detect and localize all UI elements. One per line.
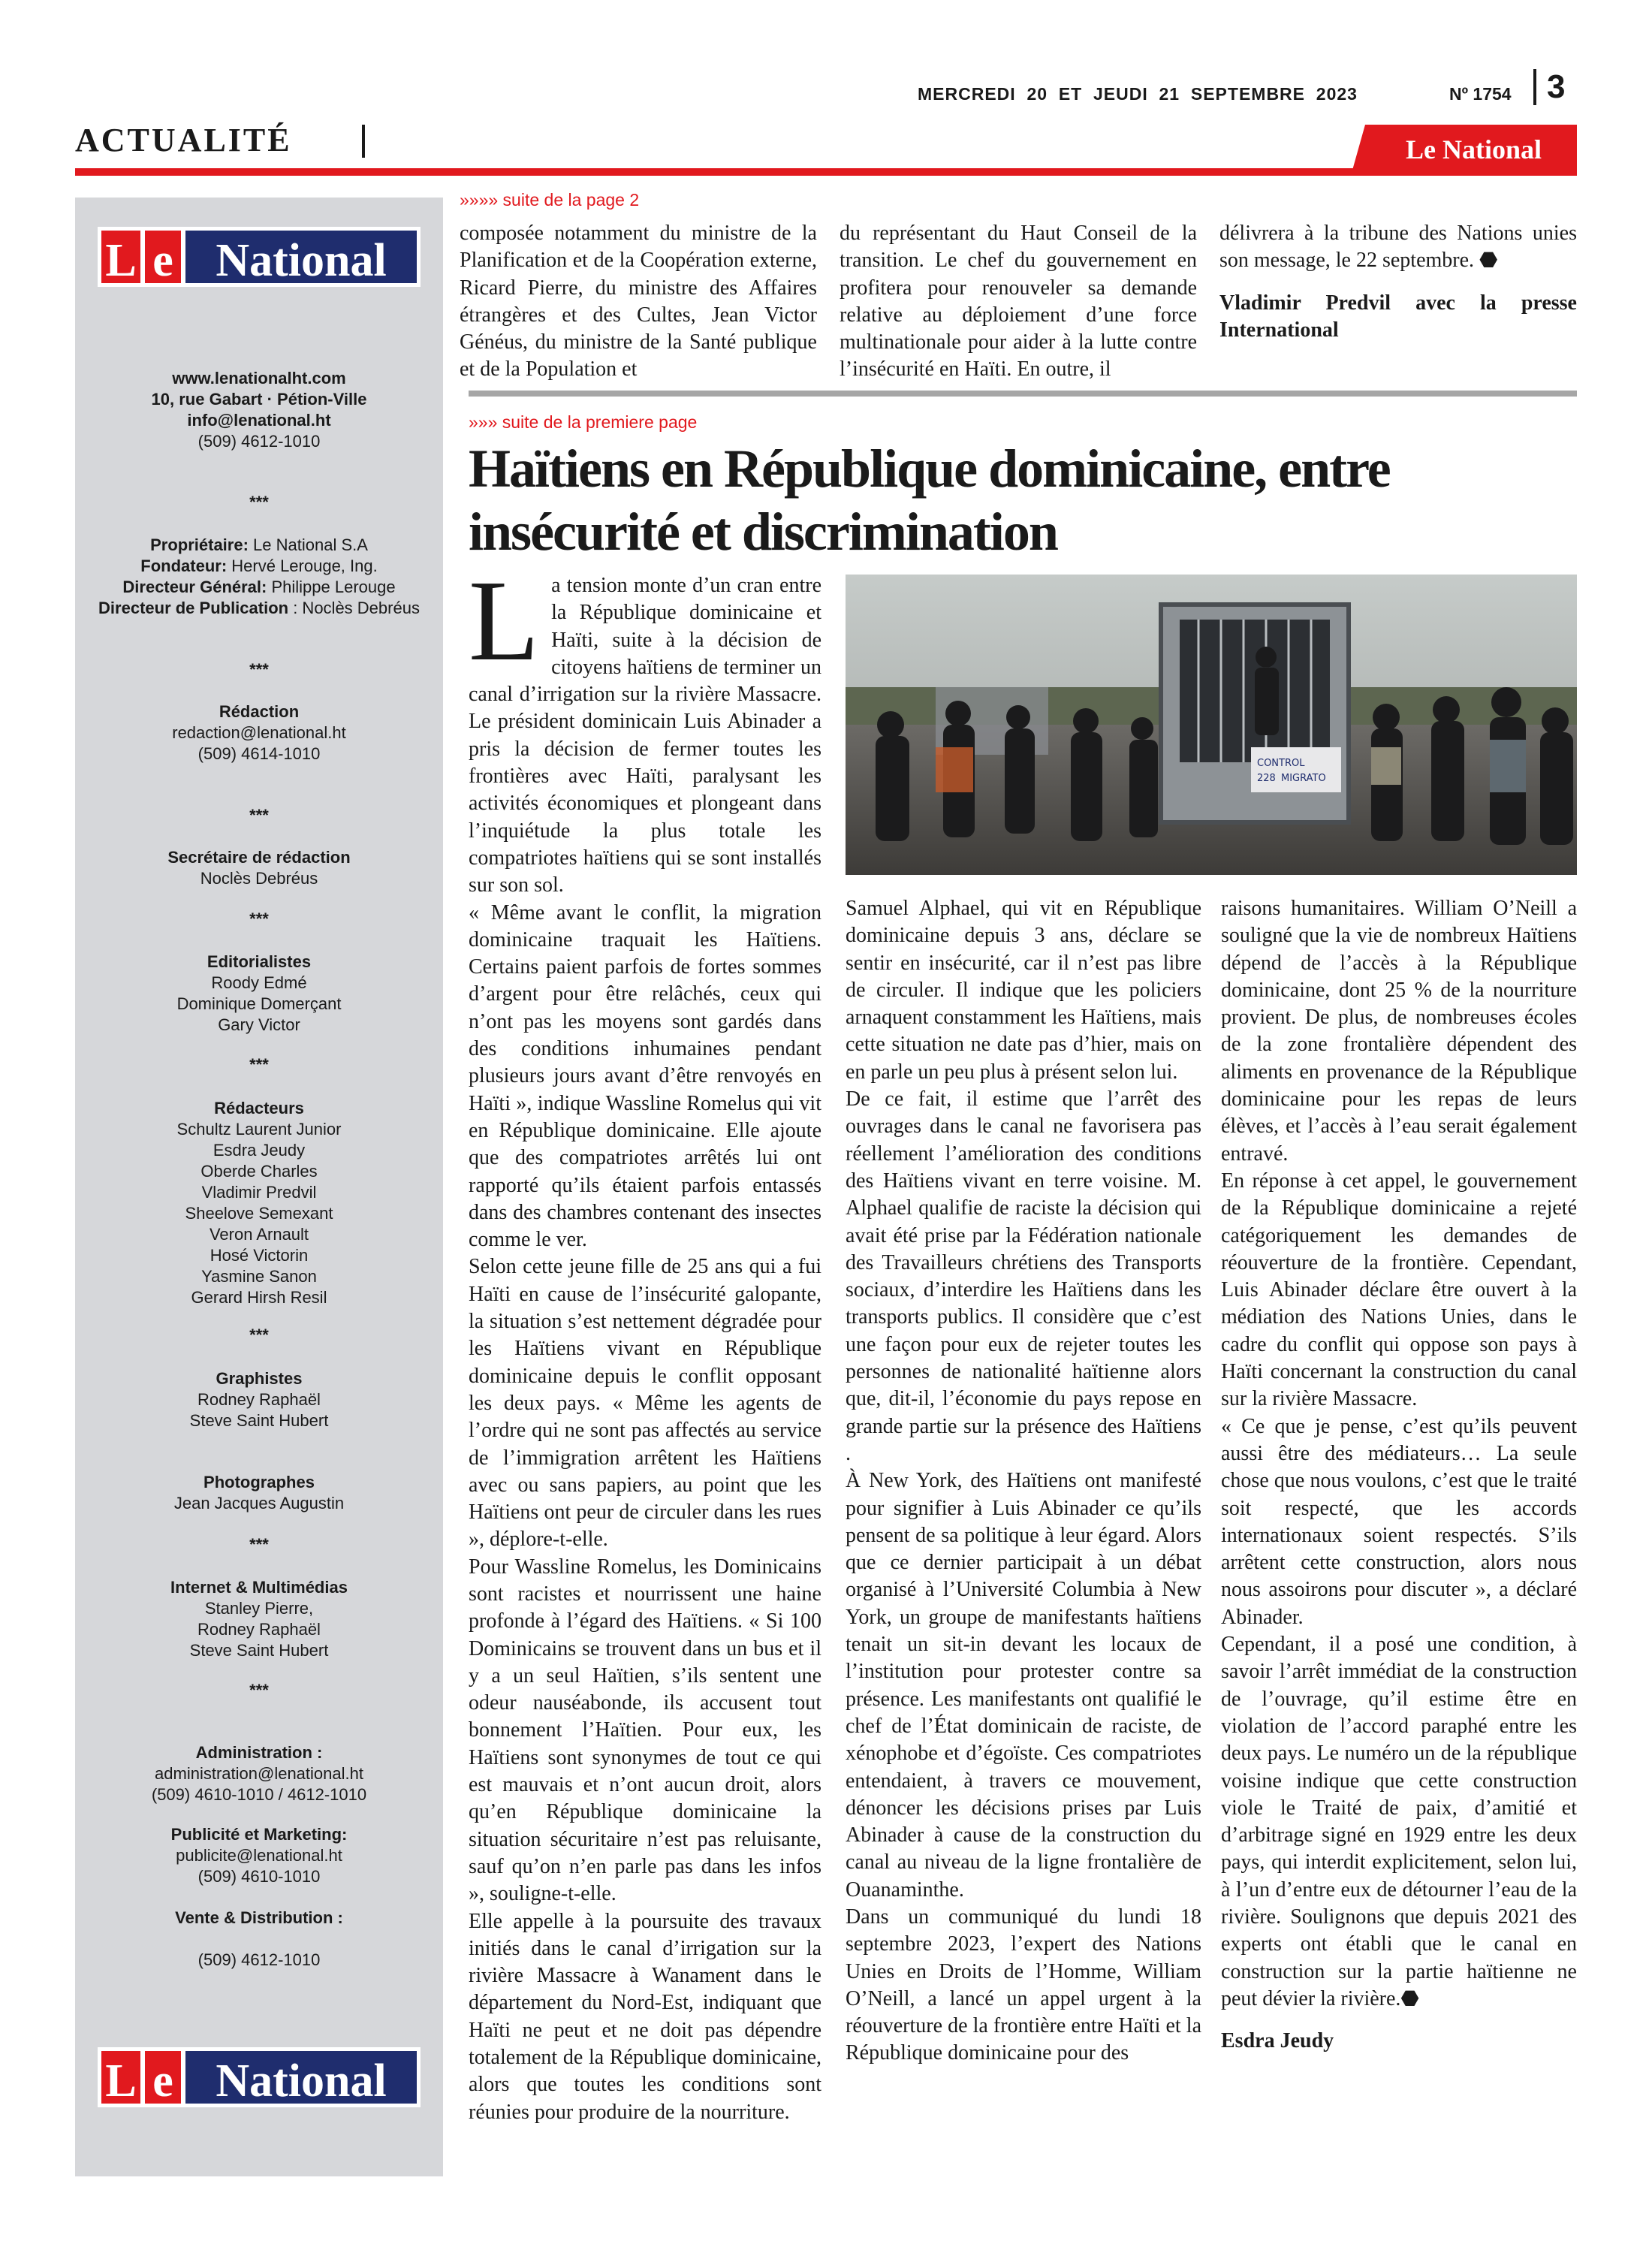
separator-stars: *** xyxy=(249,909,269,928)
dg-value: Philippe Lerouge xyxy=(267,578,396,596)
address: 10, rue Gabart · Pétion-Ville xyxy=(151,390,367,409)
logo-word-national: National xyxy=(185,231,417,283)
masthead-staff xyxy=(75,535,443,619)
redacteur-name: Sheelove Semexant xyxy=(185,1204,333,1223)
continuation-col-3-text: délivrera à la tribune des Nations unies son message, le 22 septembre. ⬣ xyxy=(1219,222,1577,273)
article-paragraph: Samuel Alphael, qui vit en République dominicaine depuis 3 ans, déclare se sentir en insécurité, car il n’est pas libre de circuler. Il indique que les policiers arnaquent constamment les Haïtiens, mais cette situation ne date pas d’hier, mais on en parle un peu plus à présent selon lui. xyxy=(846,897,1201,1084)
separator-stars: *** xyxy=(249,493,269,511)
article-col-1 xyxy=(469,557,821,2126)
publicite-email[interactable]: publicite@lenational.ht xyxy=(176,1846,342,1865)
proprietaire-value: Le National S.A xyxy=(248,535,368,554)
redacteur-name: Gerard Hirsh Resil xyxy=(191,1288,327,1307)
fondateur-label: Fondateur: xyxy=(140,556,228,575)
internet-name: Rodney Raphaël xyxy=(197,1620,321,1639)
administration-phone: (509) 4610-1010 / 4612-1010 xyxy=(151,1785,367,1804)
truck-label-2: MIGRATO xyxy=(1281,773,1326,784)
internet-name: Steve Saint Hubert xyxy=(189,1641,329,1660)
publicite-phone: (509) 4610-1010 xyxy=(197,1867,321,1886)
email-link[interactable]: info@lenational.ht xyxy=(187,411,331,430)
vente-phone: (509) 4612-1010 xyxy=(197,1950,321,1969)
photographes-block xyxy=(75,1472,443,1514)
redaction-phone: (509) 4614-1010 xyxy=(197,744,321,763)
separator-stars: *** xyxy=(249,1535,269,1554)
logo-letter-l: L xyxy=(101,231,140,283)
proprietaire-label: Propriétaire: xyxy=(150,535,249,554)
logo-word-national: National xyxy=(185,2051,417,2104)
redacteur-name: Hosé Victorin xyxy=(210,1246,309,1265)
top-red-rule xyxy=(75,168,1577,176)
fondateur-value: Hervé Lerouge, Ing. xyxy=(227,556,378,575)
internet-title: Internet & Multimédias xyxy=(170,1578,348,1597)
logo-letter-e: e xyxy=(145,2051,181,2104)
graphistes-block xyxy=(75,1368,443,1431)
separator-stars: *** xyxy=(249,1681,269,1700)
phone: (509) 4612-1010 xyxy=(197,432,321,451)
redacteur-name: Schultz Laurent Junior xyxy=(176,1120,342,1139)
secretaire-block xyxy=(75,847,443,889)
drop-cap: L xyxy=(469,557,540,685)
dp-label: Directeur de Publication xyxy=(98,599,289,617)
editorialistes-title: Editorialistes xyxy=(206,952,312,971)
continuation-col-2: du représentant du Haut Conseil de la transition. Le chef du gouvernement en profitera pour renouveler sa demande relative au déploiement d’une force multinationale pour aider à la lutte contre l’insécurité en Haïti. En outre, il xyxy=(840,222,1197,382)
internet-name: Stanley Pierre, xyxy=(204,1599,314,1618)
redaction-email[interactable]: redaction@lenational.ht xyxy=(172,723,346,742)
separator-stars: *** xyxy=(249,1326,269,1344)
article-headline: Haïtiens en République dominicaine, entre insécurité et discrimination xyxy=(469,439,1390,562)
article-byline: Esdra Jeudy xyxy=(1221,2029,1334,2053)
masthead-contact xyxy=(75,368,443,452)
redacteur-name: Oberde Charles xyxy=(200,1162,318,1181)
redacteurs-block xyxy=(75,1098,443,1308)
vente-title: Vente & Distribution : xyxy=(175,1908,343,1927)
article-photo xyxy=(846,575,1577,875)
secretaire-title: Secrétaire de rédaction xyxy=(167,848,351,867)
vente-block xyxy=(75,1908,443,1929)
dp-value: : Noclès Debréus xyxy=(288,599,420,617)
logo-letter-l: L xyxy=(101,2051,140,2104)
photographe-name: Jean Jacques Augustin xyxy=(173,1494,345,1513)
publicite-block xyxy=(75,1824,443,1887)
continuation-kicker: »»»» suite de la page 2 xyxy=(460,190,640,210)
masthead-logo-top xyxy=(98,227,421,287)
article-paragraph: « Ce que je pense, c’est qu’ils peuvent aussi être des médiateurs… La seule chose que nous voulons, c’est que le traité soit respecté, que les accords internationaux soient respectés. S’ils arrêtent cette construction, alors nous nous assoirons pour discuter », a déclaré Abinader. xyxy=(1221,1414,1577,1629)
article-paragraph: raisons humanitaires. William O’Neill a souligné que la vie de nombreux Haïtiens dépend de l’accès à la République dominicaine, dont 25 % de la nourriture provient. De plus, de nombreuses écoles de la zone frontalière dépendent des aliments en provenance de la République dominicaine pour les repas de leurs élèves, et l’accès à l’eau serait également entravé. xyxy=(1221,897,1577,1166)
continuation-col-1: composée notamment du ministre de la Planification et de la Coopération externe, Ricard Pierre, du ministre des Affaires étrangères et des Cultes, Jean Victor Généus, du ministre de la Santé publique et de la Population et xyxy=(460,222,817,382)
redacteurs-title: Rédacteurs xyxy=(214,1099,304,1117)
continuation-byline: Vladimir Predvil avec la presse International xyxy=(1219,291,1577,342)
separator-stars: *** xyxy=(249,806,269,825)
editorialiste-name: Gary Victor xyxy=(218,1015,300,1034)
section-divider xyxy=(362,125,365,158)
article-paragraph: La tension monte d’un cran entre la République dominicaine et Haïti, suite à la décision de citoyens haïtiens de terminer un canal d’irrigation sur la rivière Massacre. Le président dominicain Luis Abinader a pris la décision de fermer toutes les frontières avec Haïti, paralysant les activités économiques et plongeant dans l’inquiétude la plus totale les compatriotes haïtiens qui se sont installés sur son sol. xyxy=(469,557,821,897)
secretaire-name: Noclès Debréus xyxy=(200,869,318,888)
graphiste-name: Steve Saint Hubert xyxy=(189,1411,329,1430)
article-paragraph: Elle appelle à la poursuite des travaux initiés dans le canal d’irrigation sur la rivière Massacre à Wanament dans le département du Nord-Est, indiquant que Haïti ne peut et ne doit pas dépendre totalement de la République dominicaine, alors que toutes les conditions sont réunies pour produire de la nourriture. xyxy=(469,1909,821,2124)
internet-block xyxy=(75,1577,443,1661)
logo-letter-e: e xyxy=(145,231,181,283)
story-divider xyxy=(469,391,1577,397)
truck-label: CONTROL xyxy=(1257,758,1305,769)
masthead-logo-bottom xyxy=(98,2047,421,2107)
editorialiste-name: Dominique Domerçant xyxy=(176,994,342,1013)
section-title: ACTUALITÉ xyxy=(75,122,292,158)
article-paragraph: De ce fait, il estime que l’arrêt des ouvrages dans le canal ne favorisera pas réellement l’amélioration des conditions des Haïtiens vivant en terre voisine. M. Alphael qualifie de raciste la décision qui avait été prise par la Fédération nationale des Travailleurs chrétiens des Transports sociaux, d’interdire les Haïtiens dans les transports publics. Il considère que c’est une façon pour eux de rejeter toutes les personnes de nationalité haïtienne alors que, dit-il, l’économie du pays repose en grande partie sur la présence des Haïtiens . xyxy=(846,1087,1201,1465)
redaction-title: Rédaction xyxy=(219,702,300,721)
truck-number: 228 xyxy=(1257,773,1276,784)
dg-label: Directeur Général: xyxy=(122,578,267,596)
publicite-title: Publicité et Marketing: xyxy=(170,1825,348,1844)
article-col-2 xyxy=(846,895,1201,2068)
website-link[interactable]: www.lenationalht.com xyxy=(172,369,346,388)
brand-tab-label: Le National xyxy=(1405,134,1542,164)
article-paragraph: En réponse à cet appel, le gouvernement de la République dominicaine a rejeté catégoriquement les demandes de réouverture de la frontière. Cependant, Luis Abinader déclare être ouvert à la médiation des Nations Unies, dans le cadre du conflit qui oppose son pays à Haïti concernant la construction du canal sur la rivière Massacre. xyxy=(1221,1169,1577,1411)
separator-stars: *** xyxy=(249,1055,269,1074)
administration-block xyxy=(75,1742,443,1805)
issue-number: Nº 1754 xyxy=(1449,84,1512,104)
article-paragraph: Dans un communiqué du lundi 18 septembre 2023, l’expert des Nations Unies en Droits de l’Homme, William O’Neill, a lancé un appel urgent à la réouverture de la frontière entre Haïti et la République dominicaine pour des xyxy=(846,1905,1201,2065)
graphiste-name: Rodney Raphaël xyxy=(197,1390,321,1409)
article-paragraph: À New York, des Haïtiens ont manifesté pour signifier à Luis Abinader ce qu’ils pensent de sa politique à leur égard. Alors que ce dernier participait à un débat organisé à l’Université Columbia à New York, un groupe de manifestants haïtiens tenait un sit-in devant les locaux de l’institution pour protester contre sa présence. Les manifestants ont qualifié le chef de l’État dominicain de raciste, de xénophobe et d’égoïste. Ces compatriotes entendaient, à travers ce mouvement, dénoncer les décisions prises par Luis Abinader à cause de la construction du canal au niveau de la ligne frontalière de Ouanaminthe. xyxy=(846,1469,1201,1902)
administration-title: Administration : xyxy=(195,1743,323,1762)
photographes-title: Photographes xyxy=(203,1473,315,1491)
article-paragraph: Pour Wassline Romelus, les Dominicains sont racistes et nourrissent une haine profonde à l’égard des Haïtiens. « Si 100 Dominicains se trouvent dans un bus et il y a un seul Haïtien, s’ils sentent une odeur nauséabonde, ils accusent tout bonnement l’Haïtien. Pour eux, les Haïtiens sont synonymes de tout ce qui est mauvais et n’ont aucun droit, alors qu’en République dominicaine la situation sécuritaire n’est pas reluisante, sauf qu’on n’en parle pas dans les infos », souligne-t-elle. xyxy=(469,1555,821,1906)
redaction-block xyxy=(75,701,443,765)
article-col-3 xyxy=(1221,895,1577,2055)
separator-stars: *** xyxy=(249,660,269,679)
page-number: 3 xyxy=(1533,69,1565,105)
continuation-col-3 xyxy=(1219,220,1577,344)
issue-date: MERCREDI 20 ET JEUDI 21 SEPTEMBRE 2023 xyxy=(918,84,1358,104)
article-paragraph: « Même avant le conflit, la migration dominicaine traquait les Haïtiens. Certains paient parfois de fortes sommes d’argent pour être relâchés, ceux qui n’ont pas les moyens sont gardés dans des conditions inhumaines pendant plusieurs jours avant d’être renvoyés en Haïti », indique Wassline Romelus qui vit en République dominicaine. Elle ajoute que des compatriotes arrêtés lui ont rapporté qu’ils étaient parfois entassés dans des chambres contenant des insectes comme le ver. xyxy=(469,900,821,1252)
editorialistes-block xyxy=(75,952,443,1036)
graphistes-title: Graphistes xyxy=(216,1369,303,1388)
redacteur-name: Veron Arnault xyxy=(209,1225,309,1244)
article-paragraph: Selon cette jeune fille de 25 ans qui a fui Haïti en cause de l’insécurité galopante, la situation s’est nettement dégradée pour les Haïtiens vivant en République dominicaine depuis le conflit opposant les deux pays. « Même les agents de l’ordre qui ne sont pas affectés au service de l’immigration arrêtent les Haïtiens avec ou sans papiers, au point que les Haïtiens ont peur de circuler dans les rues », déplore-t-elle. xyxy=(469,1255,821,1552)
administration-email[interactable]: administration@lenational.ht xyxy=(155,1764,363,1783)
redacteur-name: Vladimir Predvil xyxy=(201,1183,317,1202)
article-kicker: »»» suite de la premiere page xyxy=(469,412,698,432)
redacteur-name: Esdra Jeudy xyxy=(213,1141,306,1160)
editorialiste-name: Roody Edmé xyxy=(211,973,307,992)
redacteur-name: Yasmine Sanon xyxy=(201,1267,317,1286)
article-paragraph: Cependant, il a posé une condition, à savoir l’arrêt immédiat de la construction de l’ouvrage, qu’il estime être en violation de l’accord paraphé entre les deux pays. Le numéro un de la république voisine indique que cette construction viole le Traité de paix, d’amitié et d’arbitrage signé en 1929 entre les deux pays, qui interdit explicitement, selon lui, à l’un d’entre eux de détourner l’eau de la rivière. Soulignons que depuis 2021 des experts ont établi que le canal en construction sur la partie haïtienne ne peut dévier la rivière.⬣ xyxy=(1221,1633,1577,2010)
